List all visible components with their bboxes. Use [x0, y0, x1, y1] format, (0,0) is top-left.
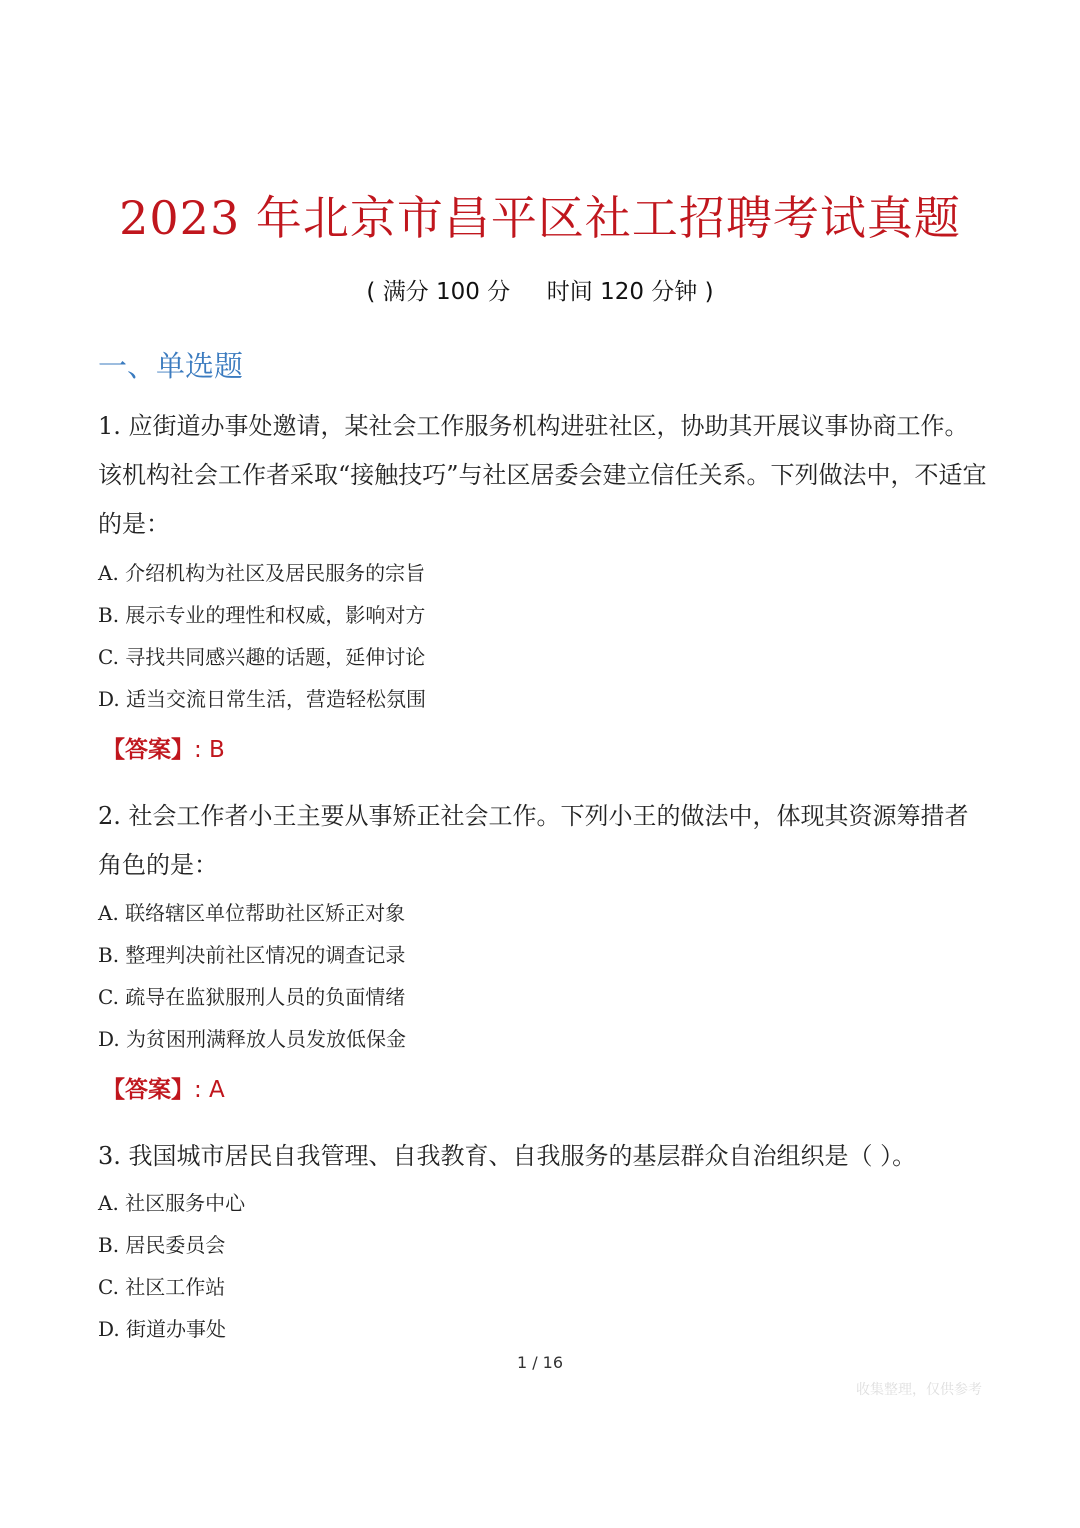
question-1-stem: 1. 应街道办事处邀请，某社会工作服务机构进驻社区，协助其开展议事协商工作。该机构社会工作者采取“接触技巧”与社区居委会建立信任关系。下列做法中，不适宜的是： [98, 412, 987, 538]
question-2-option-c: C. 疏导在监狱服刑人员的负面情绪 [98, 985, 406, 1009]
answer-label: 【答案】 [102, 1077, 194, 1103]
page-title: 2023 年北京市昌平区社工招聘考试真题 [119, 191, 961, 245]
answer-label: 【答案】 [102, 737, 194, 763]
exam-info: ( 满分 100 分 时间 120 分钟 ) [366, 279, 714, 305]
question-1-answer [102, 733, 225, 767]
section-title: 一、单选题 [98, 349, 244, 383]
question-3-option-a: A. 社区服务中心 [98, 1191, 246, 1215]
question-1-option-c: C. 寻找共同感兴趣的话题，延伸讨论 [98, 645, 426, 669]
question-1-option-a: A. 介绍机构为社区及居民服务的宗旨 [98, 561, 426, 585]
question-2-option-b: B. 整理判决前社区情况的调查记录 [98, 943, 406, 967]
question-2-option-d: D. 为贫困刑满释放人员发放低保金 [98, 1027, 407, 1051]
question-2-answer [102, 1073, 225, 1107]
question-1-option-b: B. 展示专业的理性和权威，影响对方 [98, 603, 426, 627]
question-1-option-d: D. 适当交流日常生活，营造轻松氛围 [98, 687, 427, 711]
page-number: 1 / 16 [516, 1353, 564, 1372]
question-2-stem: 2. 社会工作者小王主要从事矫正社会工作。下列小王的做法中，体现其资源筹措者角色的是： [98, 802, 969, 879]
question-3-option-b: B. 居民委员会 [98, 1233, 226, 1257]
question-3-stem: 3. 我国城市居民自我管理、自我教育、自我服务的基层群众自治组织是（ ）。 [98, 1142, 917, 1170]
footer-note: 收集整理，仅供参考 [856, 1382, 982, 1398]
question-3-option-d: D. 街道办事处 [98, 1317, 227, 1341]
answer-value: : A [194, 1077, 225, 1103]
question-3-option-c: C. 社区工作站 [98, 1275, 226, 1299]
answer-value: : B [194, 737, 225, 763]
question-2-option-a: A. 联络辖区单位帮助社区矫正对象 [98, 901, 406, 925]
